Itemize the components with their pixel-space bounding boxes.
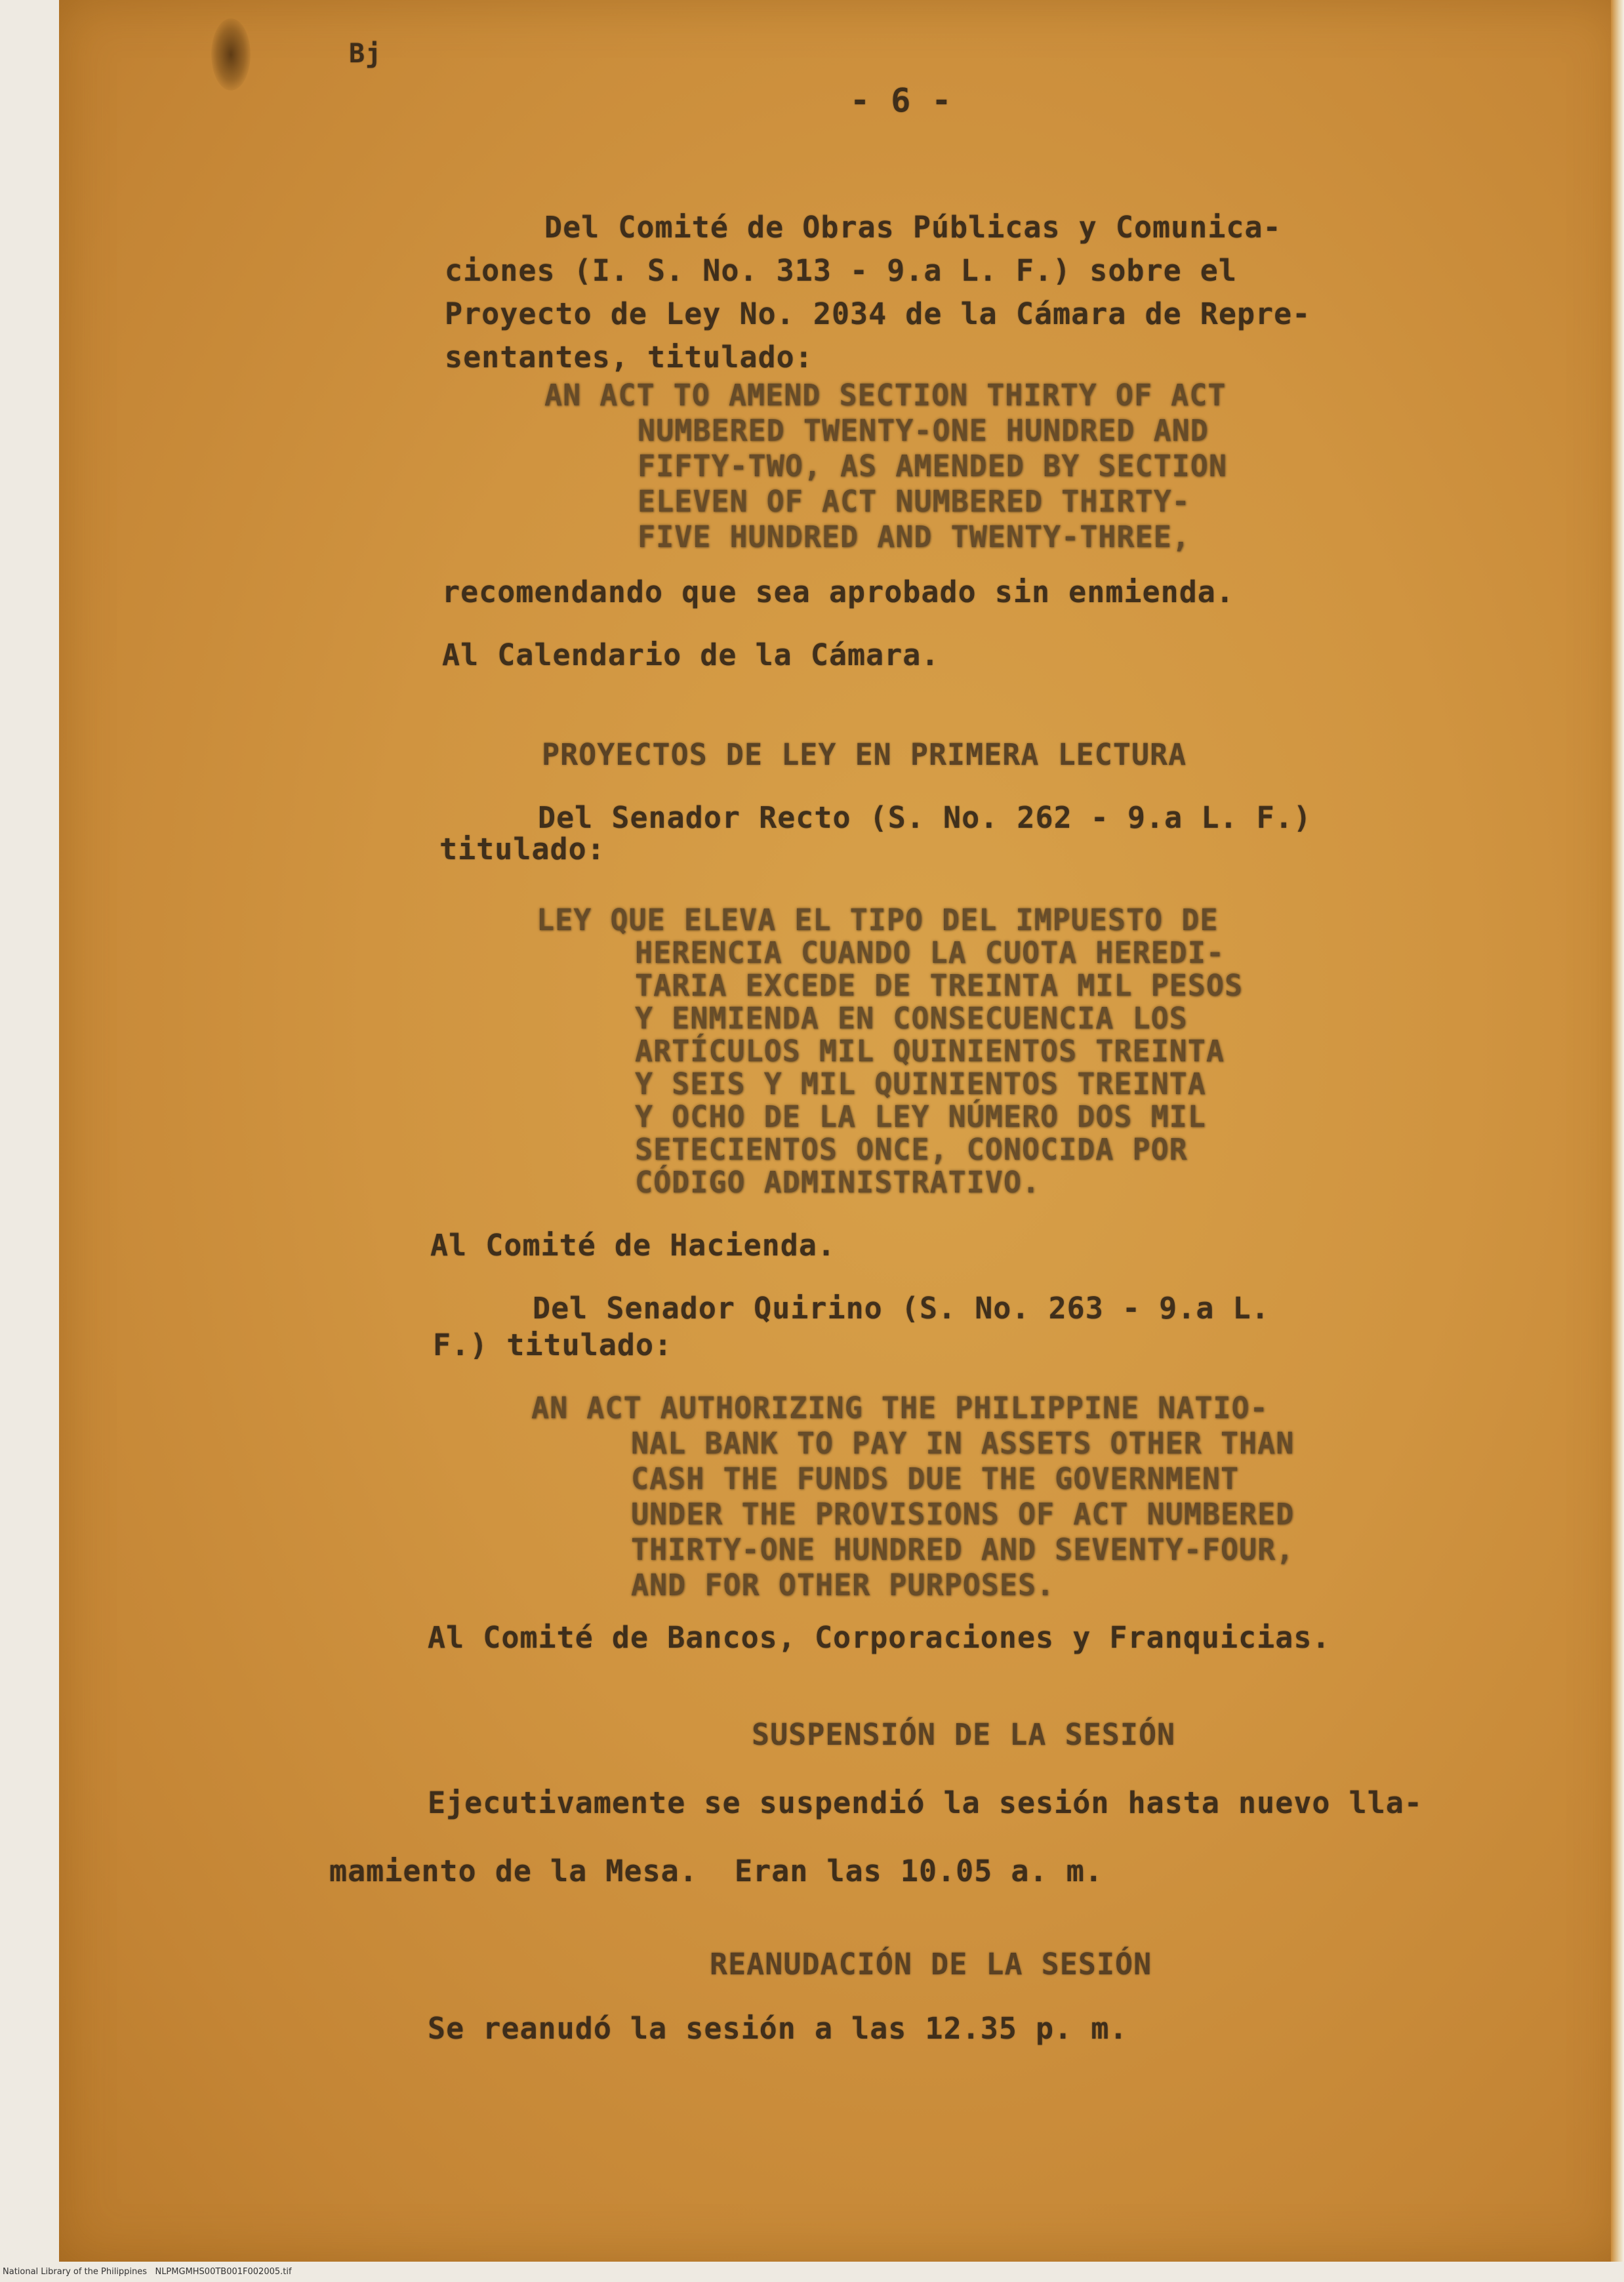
bill-1-intro-line-1: Del Senador Recto (S. No. 262 - 9.a L. F.) (538, 800, 1312, 835)
suspension-line-2: mamiento de la Mesa. Eran las 10.05 a. m. (329, 1854, 1103, 1888)
paper-edge (1611, 0, 1624, 2262)
ink-stain (211, 18, 251, 91)
report-line-4: sentantes, titulado: (445, 340, 813, 375)
bill-1-title-line-2: HERENCIA CUANDO LA CUOTA HEREDI- (635, 935, 1225, 970)
page-number: - 6 - (850, 81, 952, 119)
footer-library: National Library of the Philippines (3, 2267, 148, 2277)
bill-2-title-line-6: AND FOR OTHER PURPOSES. (631, 1568, 1055, 1602)
act-title-line-2: NUMBERED TWENTY-ONE HUNDRED AND (638, 413, 1209, 448)
act-title-line-5: FIVE HUNDRED AND TWENTY-THREE, (638, 520, 1190, 554)
bill-1-referral: Al Comité de Hacienda. (430, 1228, 836, 1263)
archive-footer (3, 2267, 292, 2277)
footer-file: NLPMGMHS00TB001F002005.tif (155, 2267, 292, 2277)
bill-2-title-line-3: CASH THE FUNDS DUE THE GOVERNMENT (631, 1461, 1240, 1496)
bill-2-title-line-2: NAL BANK TO PAY IN ASSETS OTHER THAN (631, 1426, 1295, 1461)
suspension-heading: SUSPENSIÓN DE LA SESIÓN (752, 1717, 1176, 1752)
bill-2-title-line-1: AN ACT AUTHORIZING THE PHILIPPINE NATIO- (531, 1391, 1269, 1425)
bill-2-title-line-4: UNDER THE PROVISIONS OF ACT NUMBERED (631, 1497, 1295, 1532)
bill-1-title-line-6: Y SEIS Y MIL QUINIENTOS TREINTA (635, 1067, 1206, 1101)
suspension-line-1: Ejecutivamente se suspendió la sesión hasta nuevo lla- (428, 1785, 1423, 1820)
bill-1-title-line-5: ARTÍCULOS MIL QUINIENTOS TREINTA (635, 1034, 1225, 1069)
bill-1-title-line-4: Y ENMIENDA EN CONSECUENCIA LOS (635, 1001, 1188, 1036)
calendar-referral: Al Calendario de la Cámara. (442, 638, 940, 672)
resumption-heading: REANUDACIÓN DE LA SESIÓN (710, 1947, 1152, 1982)
act-title-line-3: FIFTY-TWO, AS AMENDED BY SECTION (638, 449, 1227, 483)
bill-2-referral: Al Comité de Bancos, Corporaciones y Franquicias. (428, 1620, 1331, 1655)
bill-1-title-line-3: TARIA EXCEDE DE TREINTA MIL PESOS (635, 968, 1244, 1003)
bill-1-title-line-8: SETECIENTOS ONCE, CONOCIDA POR (635, 1132, 1188, 1167)
first-reading-heading: PROYECTOS DE LEY EN PRIMERA LECTURA (542, 737, 1187, 772)
bill-2-intro-line-1: Del Senador Quirino (S. No. 263 - 9.a L. (533, 1291, 1270, 1326)
report-line-3: Proyecto de Ley No. 2034 de la Cámara de Repre- (445, 296, 1311, 331)
bill-1-title-line-1: LEY QUE ELEVA EL TIPO DEL IMPUESTO DE (537, 903, 1219, 937)
recommendation-text: recomendando que sea aprobado sin enmienda. (442, 575, 1234, 609)
act-title-line-1: AN ACT TO AMEND SECTION THIRTY OF ACT (544, 378, 1227, 413)
report-line-2: ciones (I. S. No. 313 - 9.a L. F.) sobre el (445, 253, 1237, 288)
bill-2-intro-line-2: F.) titulado: (433, 1328, 673, 1362)
page-initials: Bj (349, 39, 382, 69)
act-title-line-4: ELEVEN OF ACT NUMBERED THIRTY- (638, 484, 1190, 519)
bill-1-title-line-7: Y OCHO DE LA LEY NÚMERO DOS MIL (635, 1099, 1206, 1134)
bill-1-intro-line-2: titulado: (439, 832, 605, 866)
report-line-1: Del Comité de Obras Públicas y Comunica- (544, 210, 1282, 245)
bill-2-title-line-5: THIRTY-ONE HUNDRED AND SEVENTY-FOUR, (631, 1532, 1295, 1567)
bill-1-title-line-9: CÓDIGO ADMINISTRATIVO. (635, 1165, 1041, 1200)
resumption-text: Se reanudó la sesión a las 12.35 p. m. (428, 2011, 1128, 2046)
